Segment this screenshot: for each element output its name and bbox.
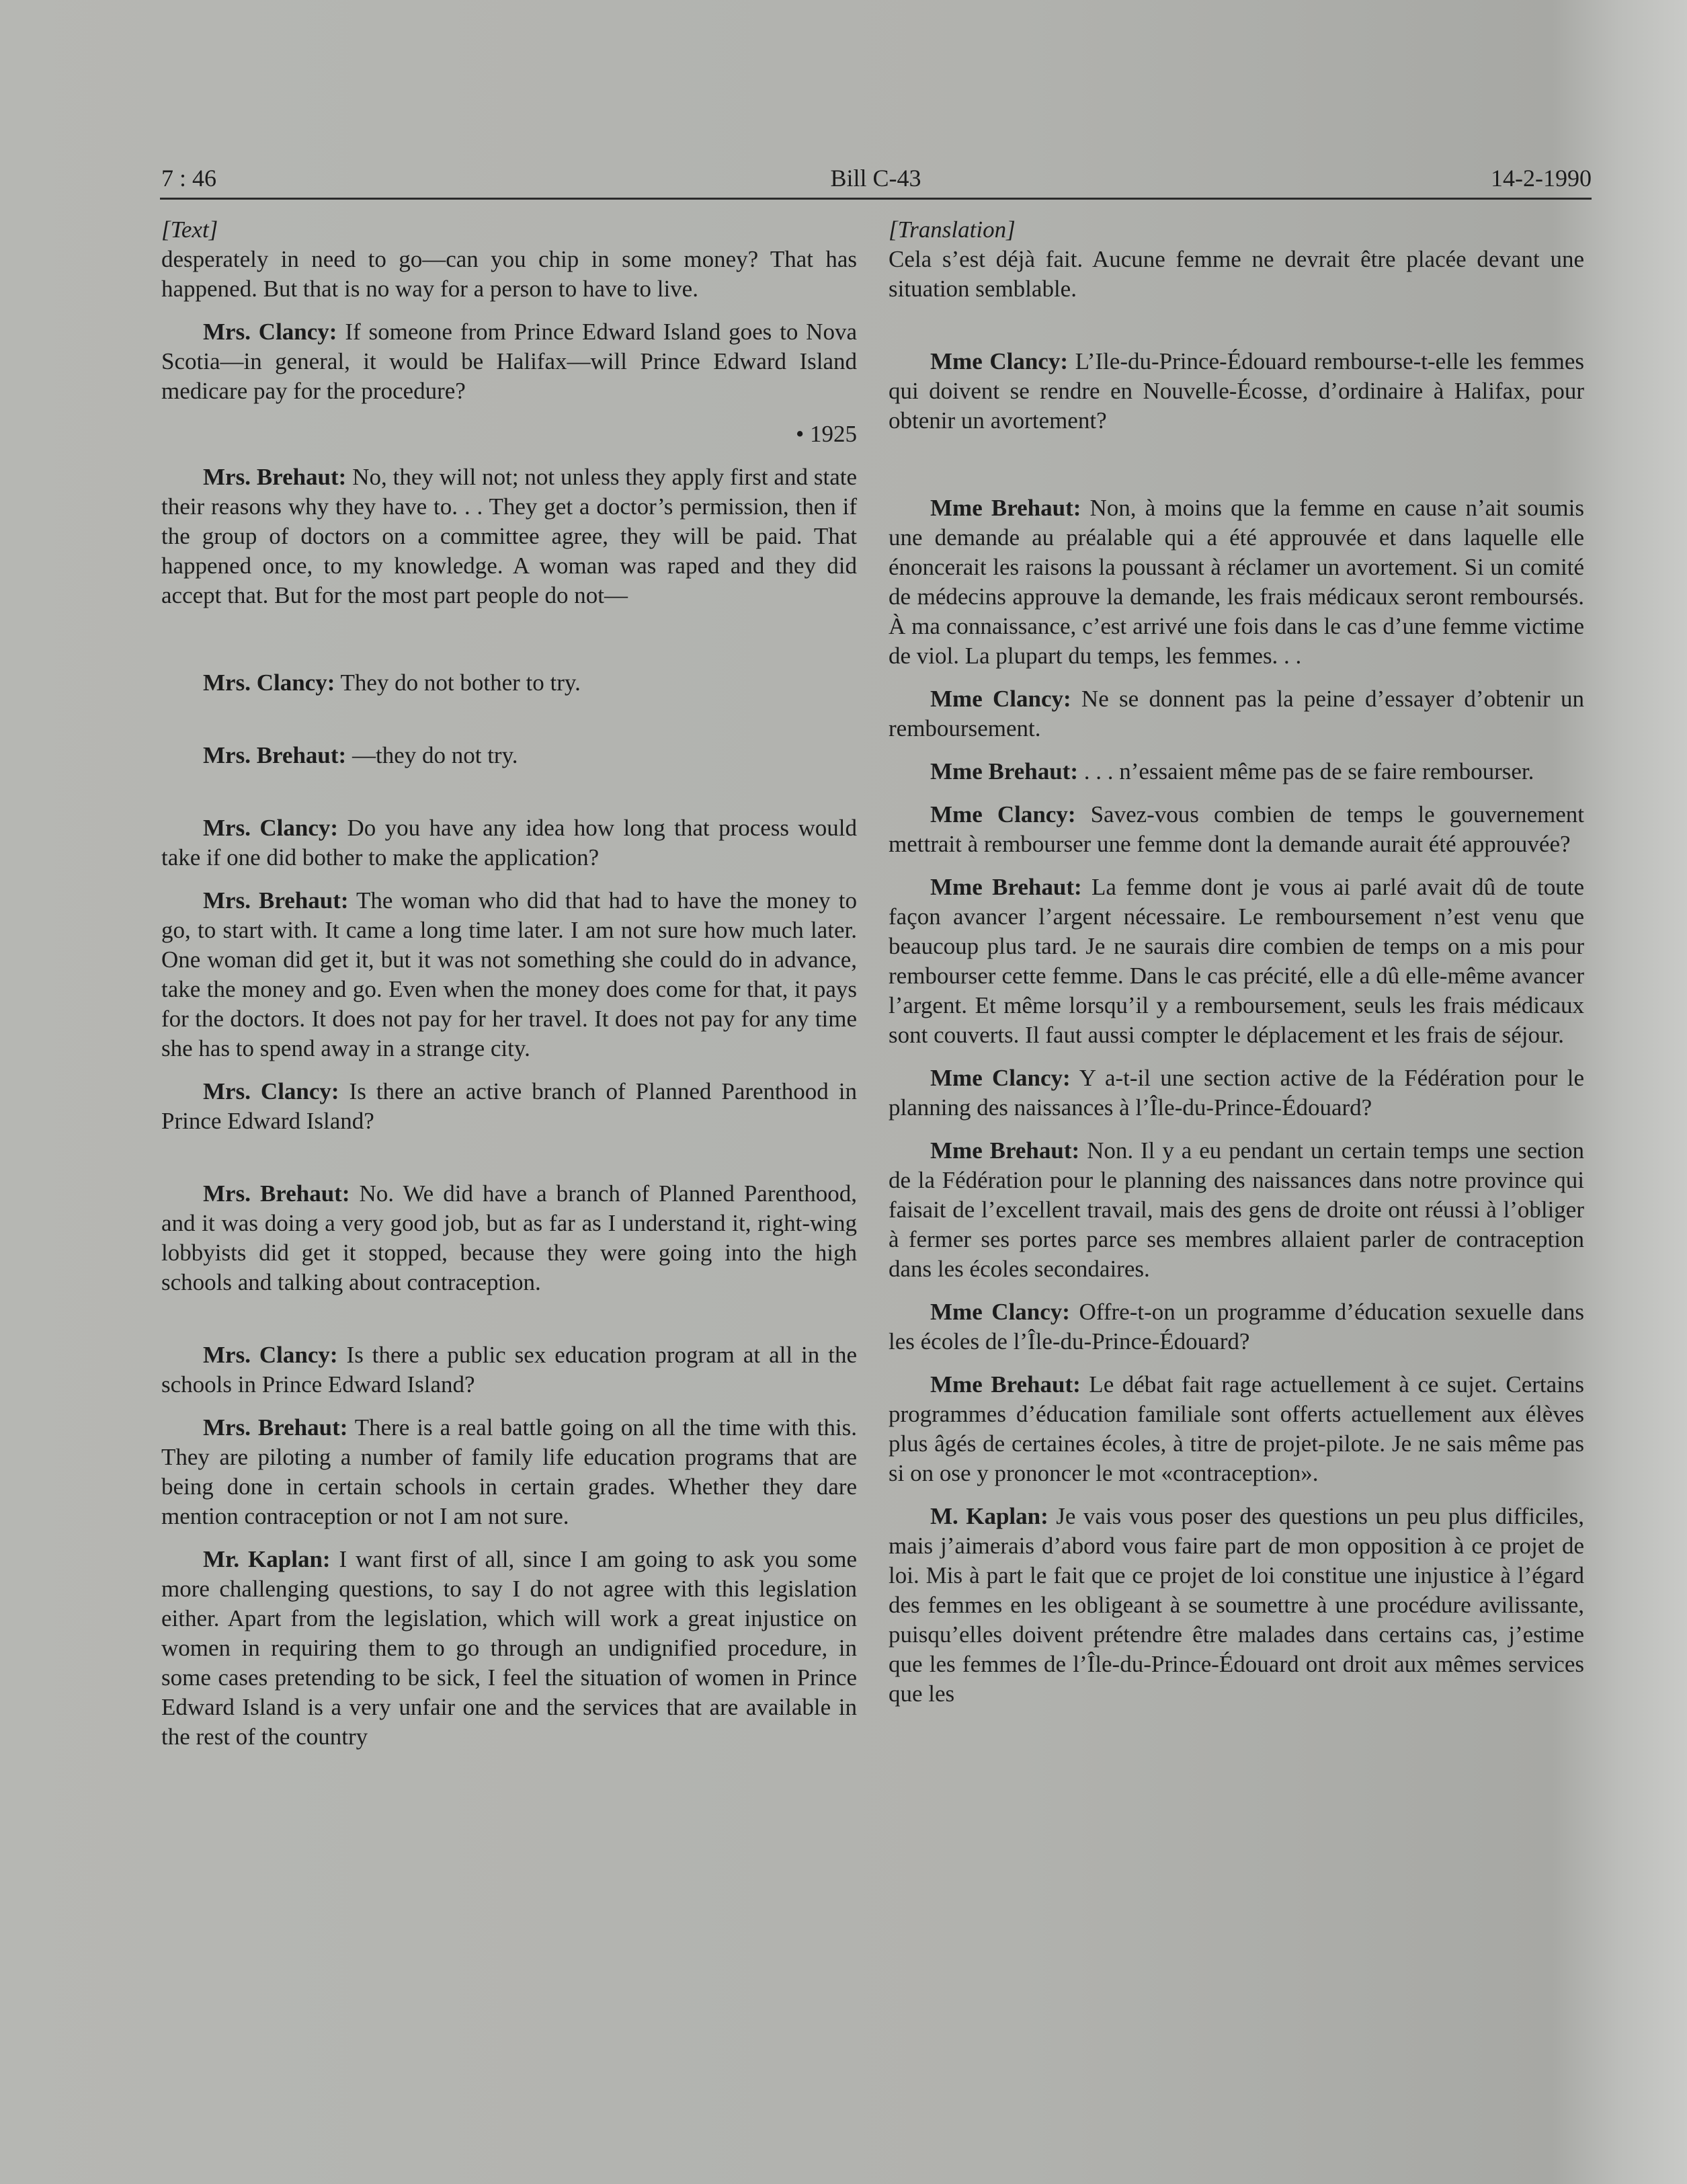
translation-label: [Translation] — [889, 216, 1016, 243]
timestamp: • 1925 — [795, 421, 857, 447]
page-number: 7 : 46 — [161, 165, 217, 192]
intro-paragraph: desperately in need to go—can you chip in some money? That has happened. But that is no way for a person to have to live. — [161, 246, 857, 302]
speech-paragraph — [889, 493, 1584, 671]
speech-text: Ne se donnent pas la peine d’essayer d’obtenir un remboursement. — [889, 686, 1584, 741]
spacer — [889, 449, 1584, 493]
speech-text: There is a real battle going on all the time with this. They are piloting a number of family life education programs that are being done in certain schools in certain grades. Whether they dare mention contraception or not I am not sure. — [161, 1414, 858, 1529]
speech-paragraph — [889, 347, 1584, 436]
speaker-name: Mme Clancy: — [930, 801, 1076, 827]
speech-paragraph — [889, 757, 1584, 786]
speech-paragraph — [161, 813, 857, 873]
speaker-name: Mme Brehaut: — [930, 1371, 1081, 1398]
bill-title: Bill C-43 — [830, 165, 921, 192]
speech-paragraph — [161, 741, 857, 770]
speech-text: Savez-vous combien de temps le gouvernement mettrait à rembourser une femme dont la demande aurait été approuvée? — [889, 801, 1585, 857]
speech-text: Le débat fait rage actuellement à ce sujet. Certains programmes d’éducation familiale sont offerts actuellement aux élèves plus âgés de certaines écoles, à titre de projet-pilote. Je ne sais même pas si on ose y prononcer le mot «contraception». — [889, 1371, 1584, 1486]
speaker-name: Mr. Kaplan: — [203, 1546, 331, 1572]
speaker-name: Mme Brehaut: — [930, 495, 1081, 521]
speech-paragraph — [161, 462, 857, 610]
speech-paragraph — [161, 1545, 857, 1752]
speech-text: Is there an active branch of Planned Parenthood in Prince Edward Island? — [161, 1078, 857, 1134]
speech-paragraph — [161, 317, 857, 406]
speech-text: No, they will not; not unless they apply first and state their reasons why they have to. . . They get a doctor’s permission, then if the group of doctors on a committee agree, they will be paid. That happened once, to my knowledge. A woman was raped and they did accept that. But for the most part people do not— — [161, 464, 857, 608]
spacer — [161, 624, 857, 668]
speech-text: La femme dont je vous ai parlé avait dû de toute façon avancer l’argent nécessaire. Le remboursement n’est venu que beaucoup plus tard. Je ne saurais dire combien de temps on a mis pour rembourser cette femme. Dans le cas précité, elle a dû elle-même avancer l’argent. Et même lorsqu’il y a remboursement, seuls les frais médicaux sont couverts. Il faut aussi compter le déplacement et les frais de séjour. — [889, 874, 1585, 1048]
speech-text: L’Ile-du-Prince-Édouard rembourse-t-elle les femmes qui doivent se rendre en Nouvelle-Écosse, d’ordinaire à Halifax, pour obtenir un avortement? — [889, 348, 1584, 434]
speech-text: I want first of all, since I am going to ask you some more challenging questions, to say I do not agree with this legislation either. Apart from the legislation, which will work a great injustice on women in requiring them to go through an undignified procedure, in some cases pretending to be sick, I feel the situation of women in Prince Edward Island is a very unfair one and the services that are available in the rest of the country — [161, 1546, 857, 1750]
speech-paragraph — [889, 1370, 1584, 1488]
speaker-name: Mrs. Clancy: — [203, 1342, 338, 1368]
spacer — [161, 784, 857, 813]
speaker-name: Mme Brehaut: — [930, 1137, 1080, 1164]
speaker-name: Mrs. Clancy: — [203, 319, 337, 345]
speech-text: Offre-t-on un programme d’éducation sexuelle dans les écoles de l’Île-du-Prince-Édouard? — [889, 1299, 1584, 1354]
speech-text: Non. Il y a eu pendant un certain temps une section de la Fédération pour le planning des naissances dans notre province qui faisait de l’excellent travail, mais des gens de droite ont réussi à l’obliger à fermer ses portes parce ses membres allaient parler de contraception dans les écoles secondaires. — [889, 1137, 1584, 1282]
header-date: 14-2-1990 — [1491, 165, 1592, 192]
speaker-name: Mrs. Brehaut: — [203, 742, 347, 768]
english-column — [161, 215, 857, 1765]
speech-text: Y a-t-il une section active de la Fédération pour le planning des naissances à l’Île-du-Prince-Édouard? — [889, 1065, 1584, 1121]
page-header — [160, 161, 1592, 200]
speech-text: Is there a public sex education program at all in the schools in Prince Edward Island? — [161, 1342, 857, 1398]
speech-text: Do you have any idea how long that process would take if one did bother to make the application? — [161, 815, 857, 871]
spacer — [161, 1311, 857, 1340]
speaker-name: Mme Brehaut: — [930, 758, 1078, 784]
speech-paragraph — [889, 1136, 1584, 1284]
speaker-name: Mrs. Clancy: — [203, 670, 335, 696]
speaker-name: Mrs. Brehaut: — [203, 464, 347, 490]
speaker-name: Mrs. Brehaut: — [203, 1180, 350, 1207]
speaker-name: M. Kaplan: — [930, 1503, 1048, 1529]
speech-text: They do not bother to try. — [335, 670, 581, 696]
speaker-name: Mrs. Clancy: — [203, 815, 339, 841]
speech-paragraph — [161, 668, 857, 698]
speech-paragraph — [889, 684, 1584, 743]
spacer — [889, 317, 1584, 347]
speech-paragraph — [161, 1179, 857, 1297]
speech-paragraph — [161, 1413, 857, 1531]
speech-paragraph — [889, 873, 1584, 1050]
speech-text: The woman who did that had to have the money to go, to start with. It came a long time later. I am not sure how much later. One woman did get it, but it was not something she could do in advance, take the money and go. Even when the money does come for that, it pays for the doctors. It does not pay for her travel. It does not pay for any time she has to spend away in a strange city. — [161, 887, 857, 1061]
speaker-name: Mrs. Brehaut: — [203, 1414, 348, 1441]
speech-text: No. We did have a branch of Planned Parenthood, and it was doing a very good job, but as far as I understand it, right-wing lobbyists did get it stopped, because they were going into the high schools and talking about contraception. — [161, 1180, 858, 1295]
speech-paragraph — [889, 1063, 1584, 1123]
intro-paragraph: Cela s’est déjà fait. Aucune femme ne devrait être placée devant une situation semblable. — [889, 246, 1584, 302]
text-label: [Text] — [161, 216, 218, 243]
speaker-name: Mme Clancy: — [930, 686, 1071, 712]
speech-paragraph — [161, 1340, 857, 1400]
speech-text: Non, à moins que la femme en cause n’ait soumis une demande au préalable qui a été approuvée et dans laquelle elle énoncerait les raisons la poussant à réclamer un avortement. Si un comité de médecins approuve la demande, les frais médicaux seront remboursés. À ma connaissance, c’est arrivé une fois dans le cas d’une femme victime de viol. La plupart du temps, les femmes. . . — [889, 495, 1584, 669]
french-column — [889, 215, 1584, 1722]
speech-text: Je vais vous poser des questions un peu plus difficiles, mais j’aimerais d’abord vous faire part de mon opposition à ce projet de loi. Mis à part le fait que ce projet de loi constitue une injustice à l’égard des femmes en les obligeant à se soumettre à une procédure avilissante, puisqu’elles doivent prétendre être malades dans certains cas, j’estime que les femmes de l’Île-du-Prince-Édouard ont droit aux mêmes services que les — [889, 1503, 1584, 1707]
speaker-name: Mme Clancy: — [930, 1065, 1071, 1091]
speech-text: —they do not try. — [346, 742, 518, 768]
speech-paragraph — [889, 1297, 1584, 1357]
speech-paragraph — [161, 1077, 857, 1136]
speech-paragraph — [889, 800, 1584, 859]
speech-text: . . . n’essaient même pas de se faire rembourser. — [1078, 758, 1534, 784]
speaker-name: Mme Clancy: — [930, 348, 1068, 374]
speech-paragraph — [161, 886, 857, 1063]
speaker-name: Mrs. Brehaut: — [203, 887, 349, 914]
speaker-name: Mrs. Clancy: — [203, 1078, 339, 1104]
spacer — [161, 711, 857, 741]
speech-paragraph — [889, 1502, 1584, 1709]
speaker-name: Mme Clancy: — [930, 1299, 1070, 1325]
spacer — [161, 1149, 857, 1179]
speaker-name: Mme Brehaut: — [930, 874, 1082, 900]
speech-text: If someone from Prince Edward Island goes to Nova Scotia—in general, it would be Halifax—will Prince Edward Island medicare pay for the procedure? — [161, 319, 857, 404]
